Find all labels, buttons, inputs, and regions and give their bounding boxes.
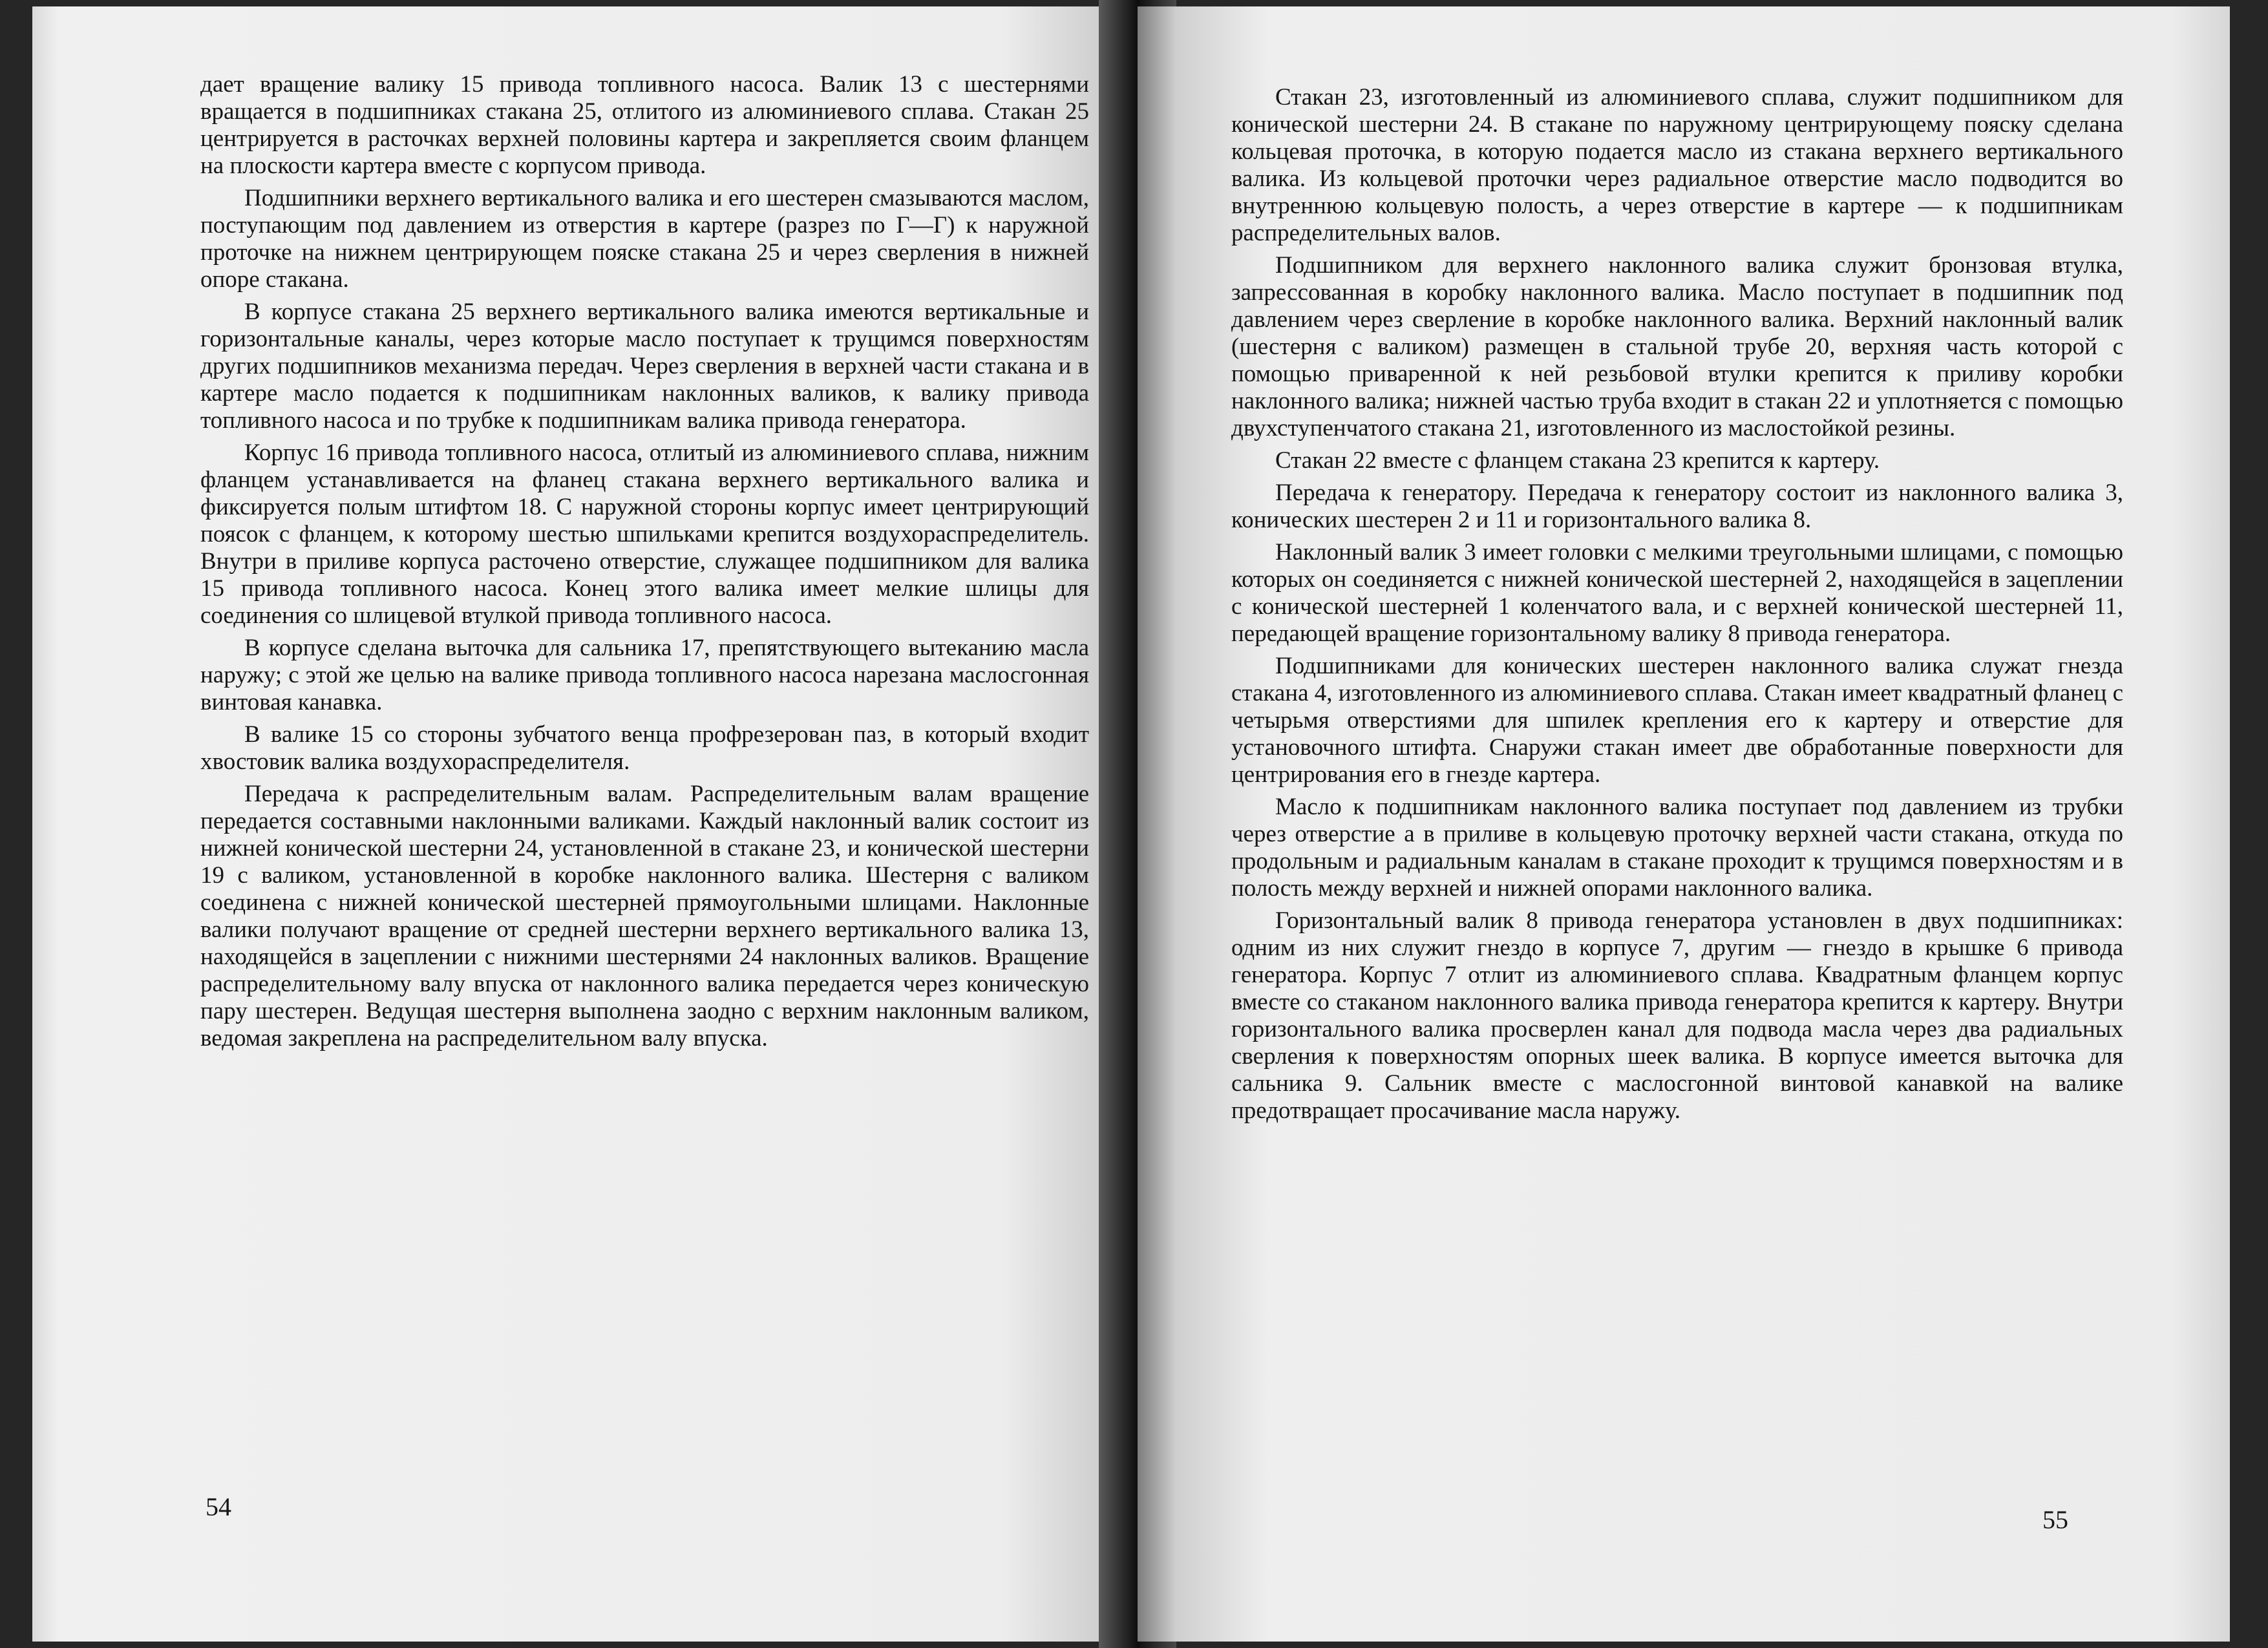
paragraph: Передача к генератору. Передача к генератору состоит из наклонного валика 3, конических шестерен 2 и 11 и горизонтального валика 8. xyxy=(1231,480,2123,533)
paragraph: дает вращение валику 15 привода топливного насоса. Валик 13 с шестернями вращается в подшипниках стакана 25, отлитого из алюминиевого сплава. Стакан 25 центрируется в расточках верхней половины картера и закрепляется своим фланцем на плоскости картера вместе с корпусом привода. xyxy=(200,71,1089,179)
paragraph: Стакан 22 вместе с фланцем стакана 23 крепится к картеру. xyxy=(1275,447,1880,474)
left-page xyxy=(32,6,1131,1642)
page-number: 54 xyxy=(206,1492,231,1521)
paragraph: Подшипником для верхнего наклонного валика служит бронзовая втулка, запрессованная в коробку наклонного валика. Масло поступает в подшипник под давлением через сверление в коробке наклонного валика. Верхний наклонный валик (шестерня с валиком) размещен в стальной трубе 20, верхняя часть которой с помощью приваренной к ней резьбовой втулки крепится к приливу коробки наклонного валика; нижней частью труба входит в стакан 22 и уплотняется с помощью двухступенчатого стакана 21, изготовленного из маслостойкой резины. xyxy=(1231,252,2123,441)
paragraph: В корпусе стакана 25 верхнего вертикального валика имеются вертикальные и горизонтальные каналы, через которые масло поступает к трущимся поверхностям других подшипников механизма передач. Через сверления в верхней части стакана и в картере масло подается к подшипникам наклонных валиков, к валику привода топливного насоса и по трубке к подшипникам валика привода генератора. xyxy=(200,299,1089,434)
paragraph: Корпус 16 привода топливного насоса, отлитый из алюминиевого сплава, нижним фланцем устанавливается на фланец стакана верхнего вертикального валика и фиксируется полым штифтом 18. С наружной стороны корпус имеет центрирующий поясок с фланцем, к которому шестью шпильками крепится воздухораспределитель. Внутри в приливе корпуса расточено отверстие, служащее подшипником для валика 15 привода топливного насоса. Конец этого валика имеет мелкие шлицы для соединения со шлицевой втулкой привода топливного насоса. xyxy=(200,439,1089,629)
paragraph: Масло к подшипникам наклонного валика поступает под давлением из трубки через отверстие а в приливе в кольцевую проточку верхней части стакана, откуда по продольным и радиальным каналам в стакане проходит к трущимся поверхностям и в полость между верхней и нижней опорами наклонного валика. xyxy=(1231,794,2123,902)
paragraph: Наклонный валик 3 имеет головки с мелкими треугольными шлицами, с помощью которых он соединяется с нижней конической шестерней 2, находящейся в зацеплении с конической шестерней 1 коленчатого вала, и с верхней конической шестерней 11, передающей вращение горизонтальному валику 8 привода генератора. xyxy=(1231,539,2123,647)
paragraph: Подшипники верхнего вертикального валика и его шестерен смазываются маслом, поступающим под давлением из отверстия в картере (разрез по Г—Г) к наружной проточке на нижнем центрирующем пояске стакана 25 и через сверления в нижней опоре стакана. xyxy=(200,185,1089,293)
paragraph: В корпусе сделана выточка для сальника 17, препятствующего вытеканию масла наружу; с этой же целью на валике привода топливного насоса нарезана маслосгонная винтовая канавка. xyxy=(200,635,1089,715)
right-page xyxy=(1138,6,2230,1642)
paragraph: В валике 15 со стороны зубчатого венца профрезерован паз, в который входит хвостовик валика воздухораспределителя. xyxy=(200,721,1089,775)
paragraph: Стакан 23, изготовленный из алюминиевого сплава, служит подшипником для конической шестерни 24. В стакане по наружному центрирующему пояску сделана кольцевая проточка, в которую подается масло из стакана верхнего вертикального валика. Из кольцевой проточки через радиальное отверстие масло подводится во внутреннюю кольцевую полость, а через отверстие в картере — к подшипникам распределительных валов. xyxy=(1231,84,2123,246)
left-page-text xyxy=(200,71,1089,1057)
paragraph: Подшипниками для конических шестерен наклонного валика служат гнезда стакана 4, изготовленного из алюминиевого сплава. Стакан имеет квадратный фланец с четырьмя отверстиями для шпилек крепления его к картеру и отверстие для установочного штифта. Снаружи стакан имеет две обработанные поверхности для центрирования его в гнезде картера. xyxy=(1231,653,2123,788)
paragraph: Передача к распределительным валам. Распределительным валам вращение передается составными наклонными валиками. Каждый наклонный валик состоит из нижней конической шестерни 24, установленной в стакане 23, и конической шестерни 19 с валиком, установленной в коробке наклонного валика. Шестерня с валиком соединена с нижней конической шестерней прямоугольными шлицами. Наклонные валики получают вращение от средней шестерни верхнего вертикального валика 13, находящейся в зацеплении с нижними шестернями 24 наклонных валиков. Вращение распределительному валу впуска от наклонного валика передается через коническую пару шестерен. Ведущая шестерня выполнена заодно с верхним наклонным валиком, ведомая закреплена на распределительном валу впуска. xyxy=(200,781,1089,1051)
page-number: 55 xyxy=(2042,1505,2068,1534)
right-page-text xyxy=(1231,84,2123,1130)
paragraph: Горизонтальный валик 8 привода генератора установлен в двух подшипниках: одним из них служит гнездо в корпусе 7, другим — гнездо в крышке 6 привода генератора. Корпус 7 отлит из алюминиевого сплава. Квадратным фланцем корпус вместе со стаканом наклонного валика привода генератора крепится к картеру. Внутри горизонтального валика просверлен канал для подвода масла через два радиальных сверления к поверхностям опорных шеек валика. В корпусе имеется выточка для сальника 9. Сальник вместе с маслосгонной винтовой канавкой на валике предотвращает просачивание масла наружу. xyxy=(1231,907,2123,1124)
